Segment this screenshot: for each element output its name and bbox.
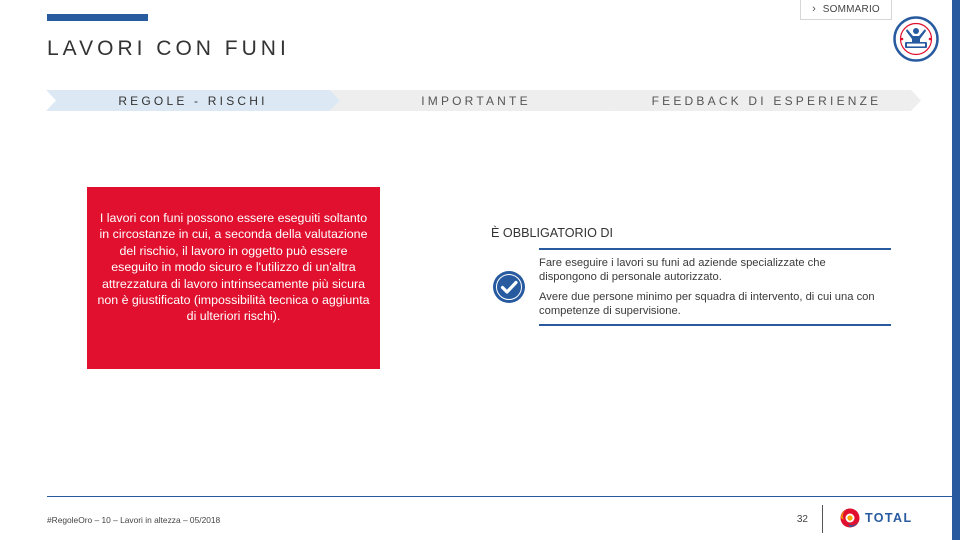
tab-label: IMPORTANTE [421,93,531,108]
tab-regole-rischi[interactable] [46,90,340,111]
rule-statement-box [87,187,380,369]
total-logo [840,508,913,528]
footer-line [47,496,952,497]
rule-statement-text: I lavori con funi possono essere eseguiti soltanto in circostanze in cui, a seconda della valutazione del rischio, il lavoro in oggetto può essere eseguito in modo sicuro e l'utilizzo di un'altra attrezzatura di lavoro intrinsecamente più sicura non è giustificato (impossibilità tecnica o aggiunta di ulteriori rischi). [97,211,370,324]
page-title: LAVORI CON FUNI [47,37,290,60]
tab-bar [46,90,926,111]
obligation-item: Avere due persone minimo per squadra di intervento, di cui una con competenze di supervisione. [539,291,875,317]
summary-label: SOMMARIO [822,4,880,15]
obligations-heading: È OBBLIGATORIO DI [491,226,614,240]
total-wordmark: TOTAL [865,511,913,525]
right-edge-bar [952,0,960,540]
tab-importante[interactable] [330,90,622,111]
summary-button[interactable] [800,0,892,20]
obligations-top-rule [539,248,891,250]
page-number: 32 [796,514,808,525]
footer-divider [822,505,823,533]
tab-label: REGOLE - RISCHI [118,93,268,108]
total-swirl-icon [840,508,860,528]
tab-label: FEEDBACK DI ESPERIENZE [651,93,882,108]
check-circle-icon [492,270,526,304]
obligations-bottom-rule [539,324,891,326]
safety-badge-icon [893,16,939,62]
chevron-right-icon: › [812,3,816,15]
footer-reference: #RegoleOro – 10 – Lavori in altezza – 05/2018 [47,515,221,525]
top-accent-bar [47,14,148,21]
tab-feedback-esperienze[interactable] [612,90,921,111]
obligation-item: Fare eseguire i lavori su funi ad aziende specializzate che dispongono di personale autorizzato. [539,257,826,283]
